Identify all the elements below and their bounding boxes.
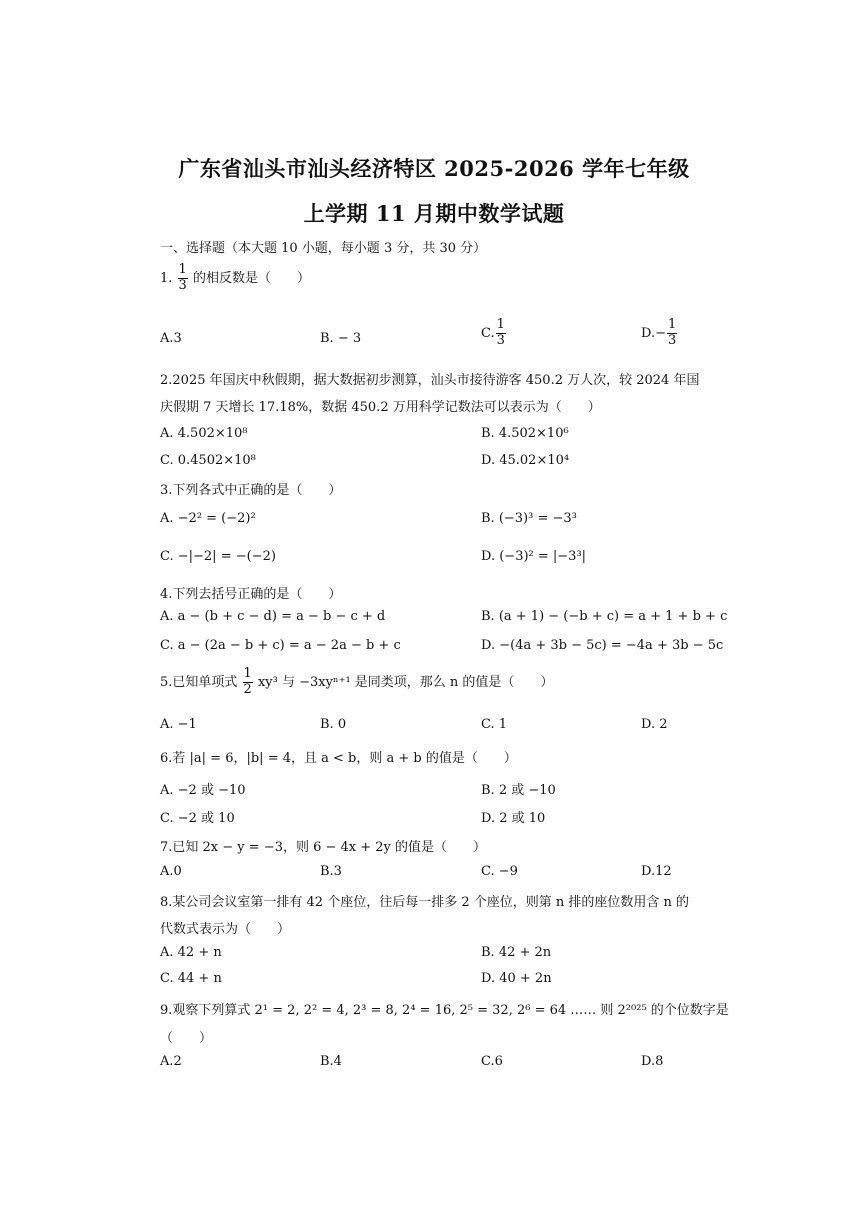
q5-option-d: D. 2 (641, 717, 668, 732)
page-title-line2: 上学期 11 月期中数学试题 (303, 201, 565, 226)
q8-stem-line2: 代数式表示为（ ） (160, 922, 291, 937)
q8-stem-line1: 8.某公司会议室第一排有 42 个座位，往后每一排多 2 个座位，则第 n 排的座位数用含 n 的 (160, 895, 690, 910)
q9-stem-line1: 9.观察下列算式 2¹ = 2, 2² = 4, 2³ = 8, 2⁴ = 16, 2⁵ = 32, 2⁶ = 64 …… 则 2²⁰²⁵ 的个位数字是 (160, 1003, 729, 1018)
q4-option-c: C. a − (2a − b + c) = a − 2a − b + c (160, 638, 401, 653)
q7-option-a: A.0 (160, 864, 182, 879)
page-title-line1: 广东省汕头市汕头经济特区 2025-2026 学年七年级 (178, 156, 690, 181)
q2-option-d: D. 45.02×10⁴ (481, 453, 570, 468)
q6-stem: 6.若 |a| = 6，|b| = 4，且 a < b，则 a + b 的值是（ ） (160, 751, 517, 766)
q5-option-c: C. 1 (481, 717, 508, 732)
q1-stem: 1. $\frac{1}{3}$ 的相反数是（ ） (160, 262, 310, 293)
q1-option-c: C. $\frac{1}{3}$ (481, 317, 505, 348)
q7-option-c: C. −9 (481, 864, 518, 879)
q2-option-b: B. 4.502×10⁶ (481, 426, 569, 441)
q1-option-d: D.− $\frac{1}{3}$ (641, 317, 677, 348)
q9-option-b: B.4 (320, 1054, 342, 1069)
q6-option-b: B. 2 或 −10 (481, 783, 556, 798)
q2-stem-line1: 2.2025 年国庆中秋假期，据大数据初步测算，汕头市接待游客 450.2 万人次，较 2024 年国 (160, 373, 700, 388)
q8-option-d: D. 40 + 2n (481, 971, 552, 986)
q7-option-d: D.12 (641, 864, 672, 879)
q9-option-a: A.2 (160, 1054, 182, 1069)
q4-stem: 4.下列去括号正确的是（ ） (160, 587, 342, 602)
q9-option-c: C.6 (481, 1054, 503, 1069)
q6-option-c: C. −2 或 10 (160, 811, 235, 826)
q8-option-a: A. 42 + n (160, 945, 222, 960)
q4-option-d: D. −(4a + 3b − 5c) = −4a + 3b − 5c (481, 638, 724, 653)
q4-option-a: A. a − (b + c − d) = a − b − c + d (160, 609, 386, 624)
q3-option-c: C. −|−2| = −(−2) (160, 549, 276, 564)
q3-stem: 3.下列各式中正确的是（ ） (160, 483, 342, 498)
q3-option-b: B. (−3)³ = −3³ (481, 511, 577, 526)
q5-stem: 5.已知单项式 $\frac{1}{2}$ xy³ 与 −3xyⁿ⁺¹ 是同类项，那么 n 的值是（ ） (160, 666, 554, 697)
q1-option-b: B. − 3 (320, 331, 362, 346)
q2-option-a: A. 4.502×10⁸ (160, 426, 248, 441)
q8-option-b: B. 42 + 2n (481, 945, 552, 960)
q1-option-a: A.3 (160, 331, 182, 346)
q7-option-b: B.3 (320, 864, 342, 879)
q6-option-a: A. −2 或 −10 (160, 783, 246, 798)
q7-stem: 7.已知 2x − y = −3，则 6 − 4x + 2y 的值是（ ） (160, 840, 487, 855)
q6-option-d: D. 2 或 10 (481, 811, 546, 826)
q5-fraction: $\frac{1}{2}$ (243, 666, 252, 697)
section-header: 一、选择题（本大题 10 小题，每小题 3 分，共 30 分） (160, 241, 487, 256)
q4-option-b: B. (a + 1) − (−b + c) = a + 1 + b + c (481, 609, 728, 624)
q3-option-d: D. (−3)² = |−3³| (481, 549, 587, 564)
q2-stem-line2: 庆假期 7 天增长 17.18%，数据 450.2 万用科学记数法可以表示为（ ） (160, 400, 601, 415)
q1-fraction: $\frac{1}{3}$ (178, 262, 187, 293)
q2-option-c: C. 0.4502×10⁸ (160, 453, 256, 468)
q5-option-b: B. 0 (320, 717, 347, 732)
q9-stem-line2: （ ） (160, 1031, 213, 1046)
q3-option-a: A. −2² = (−2)² (160, 511, 256, 526)
q9-option-d: D.8 (641, 1054, 664, 1069)
q8-option-c: C. 44 + n (160, 971, 222, 986)
q5-option-a: A. −1 (160, 717, 197, 732)
